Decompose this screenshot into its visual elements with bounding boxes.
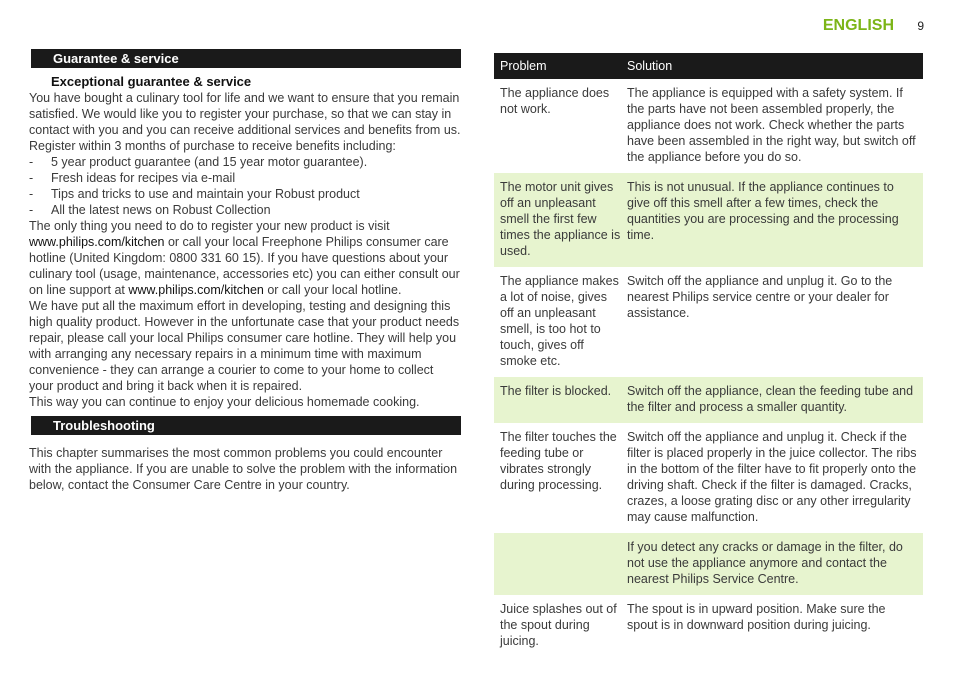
troubleshooting-section-header: Troubleshooting: [31, 416, 461, 435]
kitchen-link-1[interactable]: www.philips.com/kitchen: [29, 235, 165, 249]
table-row: [494, 79, 923, 173]
table-row: [494, 423, 923, 533]
guarantee-section-header: Guarantee & service: [31, 49, 461, 68]
table-row: [494, 595, 923, 657]
register-paragraph: [29, 218, 461, 298]
page-number: 9: [917, 19, 924, 33]
problem-column-header: Problem: [500, 59, 547, 73]
problem-cell: The appliance makes a lot of noise, gives off an unpleasant smell, is too hot to touch, gives off smoke etc.: [500, 274, 619, 368]
table-row: [494, 377, 923, 423]
problem-cell: The appliance does not work.: [500, 86, 610, 116]
list-item: - Fresh ideas for recipes via e-mail: [29, 170, 461, 186]
table-row: [494, 173, 923, 267]
solution-cell: Switch off the appliance, clean the feeding tube and the filter and process a smaller quantity.: [627, 384, 914, 414]
language-label: ENGLISH: [822, 17, 894, 34]
register-text-1: The only thing you need to do to register your new product is visit: [29, 219, 390, 233]
guarantee-subtitle: Exceptional guarantee & service: [51, 74, 252, 89]
register-text-3: or call your local hotline.: [263, 283, 402, 297]
solution-cell: The appliance is equipped with a safety system. If the parts have not been assembled properly, the appliance does not work. Check whether the parts have been assembled in the right way, but switch off the appliance before you do so.: [627, 86, 916, 164]
closing-paragraph: This way you can continue to enjoy your delicious homemade cooking.: [29, 395, 420, 409]
list-item: - Tips and tricks to use and maintain your Robust product: [29, 186, 461, 202]
table-row: [494, 267, 923, 377]
guarantee-intro: You have bought a culinary tool for life and we want to ensure that you remain satisfied. We would like you to register your purchase, so that we can stay in contact with you and you can receive additional services and benefits from us. Register within 3 months of purchase to receive benefits including:: [29, 91, 461, 153]
table-row: [494, 533, 923, 595]
troubleshooting-intro: This chapter summarises the most common problems you could encounter with the appliance. If you are unable to solve the problem with the information below, contact the Consumer Care Centre in your country.: [29, 446, 458, 492]
kitchen-link-2[interactable]: www.philips.com/kitchen: [128, 283, 264, 297]
table-header: [494, 53, 923, 79]
problem-cell: The motor unit gives off an unpleasant smell the first few times the appliance is used.: [500, 180, 621, 258]
solution-cell: The spout is in upward position. Make sure the spout is in downward position during juicing.: [627, 602, 886, 632]
list-item: - 5 year product guarantee (and 15 year motor guarantee).: [29, 154, 461, 170]
list-item: - All the latest news on Robust Collection: [29, 202, 461, 218]
problem-cell: The filter is blocked.: [500, 384, 612, 398]
solution-column-header: Solution: [627, 59, 673, 73]
solution-cell: Switch off the appliance and unplug it. Check if the filter is placed properly in the juice collector. The ribs in the bottom of the filter have to fit properly onto the driving shaft. Check if the filter is damaged. Cracks, crazes, a loose grating disc or any other irregularity may cause malfunction.: [627, 430, 917, 524]
solution-cell: If you detect any cracks or damage in the filter, do not use the appliance anymore and contact the nearest Philips Service Centre.: [627, 540, 903, 586]
solution-cell: This is not unusual. If the appliance continues to give off this smell after a few times, check the quantities you are processing and the processing time.: [627, 180, 899, 242]
solution-cell: Switch off the appliance and unplug it. Go to the nearest Philips service centre or your dealer for assistance.: [627, 274, 893, 320]
problem-cell: Juice splashes out of the spout during juicing.: [500, 602, 617, 648]
left-column: [29, 49, 461, 493]
problem-cell: The filter touches the feeding tube or vibrates strongly during processing.: [500, 430, 617, 492]
register-text-2: or call your local Freephone Philips consumer care hotline (United Kingdom: 0800 331 60 15). If you have questions about your culinary tool (usage, maintenance, accessories etc) you can either consult our on line support at: [29, 235, 460, 297]
benefits-list: [29, 154, 461, 218]
repair-paragraph: We have put all the maximum effort in developing, testing and designing this high quality product. However in the unfortunate case that your product needs repair, please call your local Philips consumer care hotline. They will help you with arranging any necessary repairs in a minimum time with maximum convenience - they can arrange a courier to come to your home to collect your product and bring it back when it is repaired.: [29, 299, 460, 393]
problem-cell: [494, 539, 627, 587]
troubleshooting-table: [494, 53, 923, 657]
